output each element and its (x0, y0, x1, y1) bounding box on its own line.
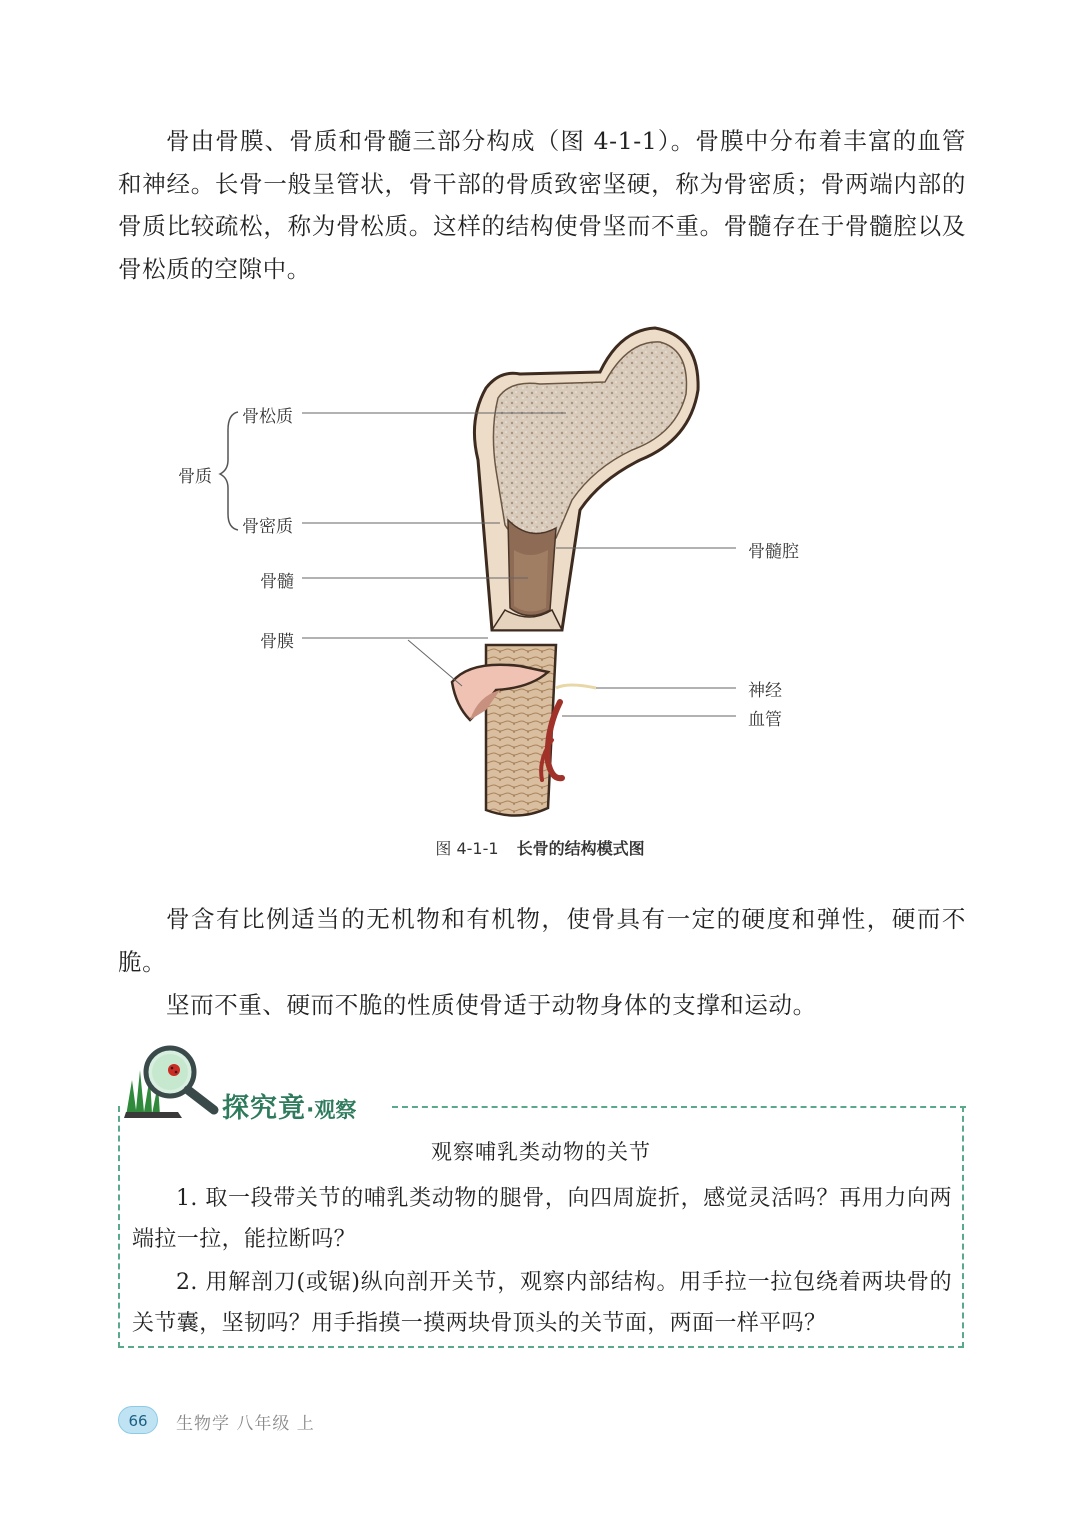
label-marrow: 骨髓 (260, 572, 294, 592)
label-bone-substance: 骨质 (178, 467, 212, 487)
inquiry-heading-main: 探究竟 (222, 1093, 306, 1124)
inquiry-step-2: 2. 用解剖刀(或锯)纵向剖开关节，观察内部结构。用手拉一拉包绕着两块骨的关节囊，坚韧吗？用手指摸一摸两块骨顶头的关节面，两面一样平吗？ (132, 1270, 952, 1336)
body-paragraph-properties: 坚而不重、硬而不脆的性质使骨适于动物身体的支撑和运动。 (166, 991, 817, 1019)
inquiry-heading-sub: 观察 (314, 1098, 357, 1122)
label-spongy-bone: 骨松质 (242, 407, 293, 427)
long-bone-diagram (0, 310, 1080, 830)
body-paragraph-structure: 骨由骨膜、骨质和骨髓三部分构成（图 4-1-1）。骨膜中分布着丰富的血管和神经。长骨一般呈管状，骨干部的骨质致密坚硬，称为骨密质；骨两端内部的骨质比较疏松，称为骨松质。这样的结构使骨坚而不重。骨髓存在于骨髓腔以及骨松质的空隙中。 (118, 127, 966, 283)
label-compact-bone: 骨密质 (242, 517, 293, 537)
caption-number: 图 4-1-1 (435, 839, 499, 858)
inquiry-step-1: 1. 取一段带关节的哺乳类动物的腿骨，向四周旋折，感觉灵活吗？再用力向两端拉一拉，能拉断吗？ (132, 1186, 952, 1252)
label-marrow-cavity: 骨髓腔 (748, 542, 799, 562)
label-nerve: 神经 (748, 681, 782, 701)
caption-title: 长骨的结构模式图 (516, 839, 645, 858)
inquiry-title: 观察哺乳类动物的关节 (431, 1140, 651, 1164)
label-blood-vessel: 血管 (748, 710, 782, 730)
label-periosteum: 骨膜 (260, 632, 294, 652)
footer-book-title: 生物学 八年级 上 (176, 1414, 315, 1434)
long-bone-illustration (0, 310, 1080, 830)
body-paragraph-composition: 骨含有比例适当的无机物和有机物，使骨具有一定的硬度和弹性，硬而不脆。 (118, 905, 966, 976)
figure-caption (0, 836, 1080, 859)
page-number-badge: 66 (118, 1406, 158, 1434)
inquiry-heading-dot: · (306, 1098, 315, 1123)
